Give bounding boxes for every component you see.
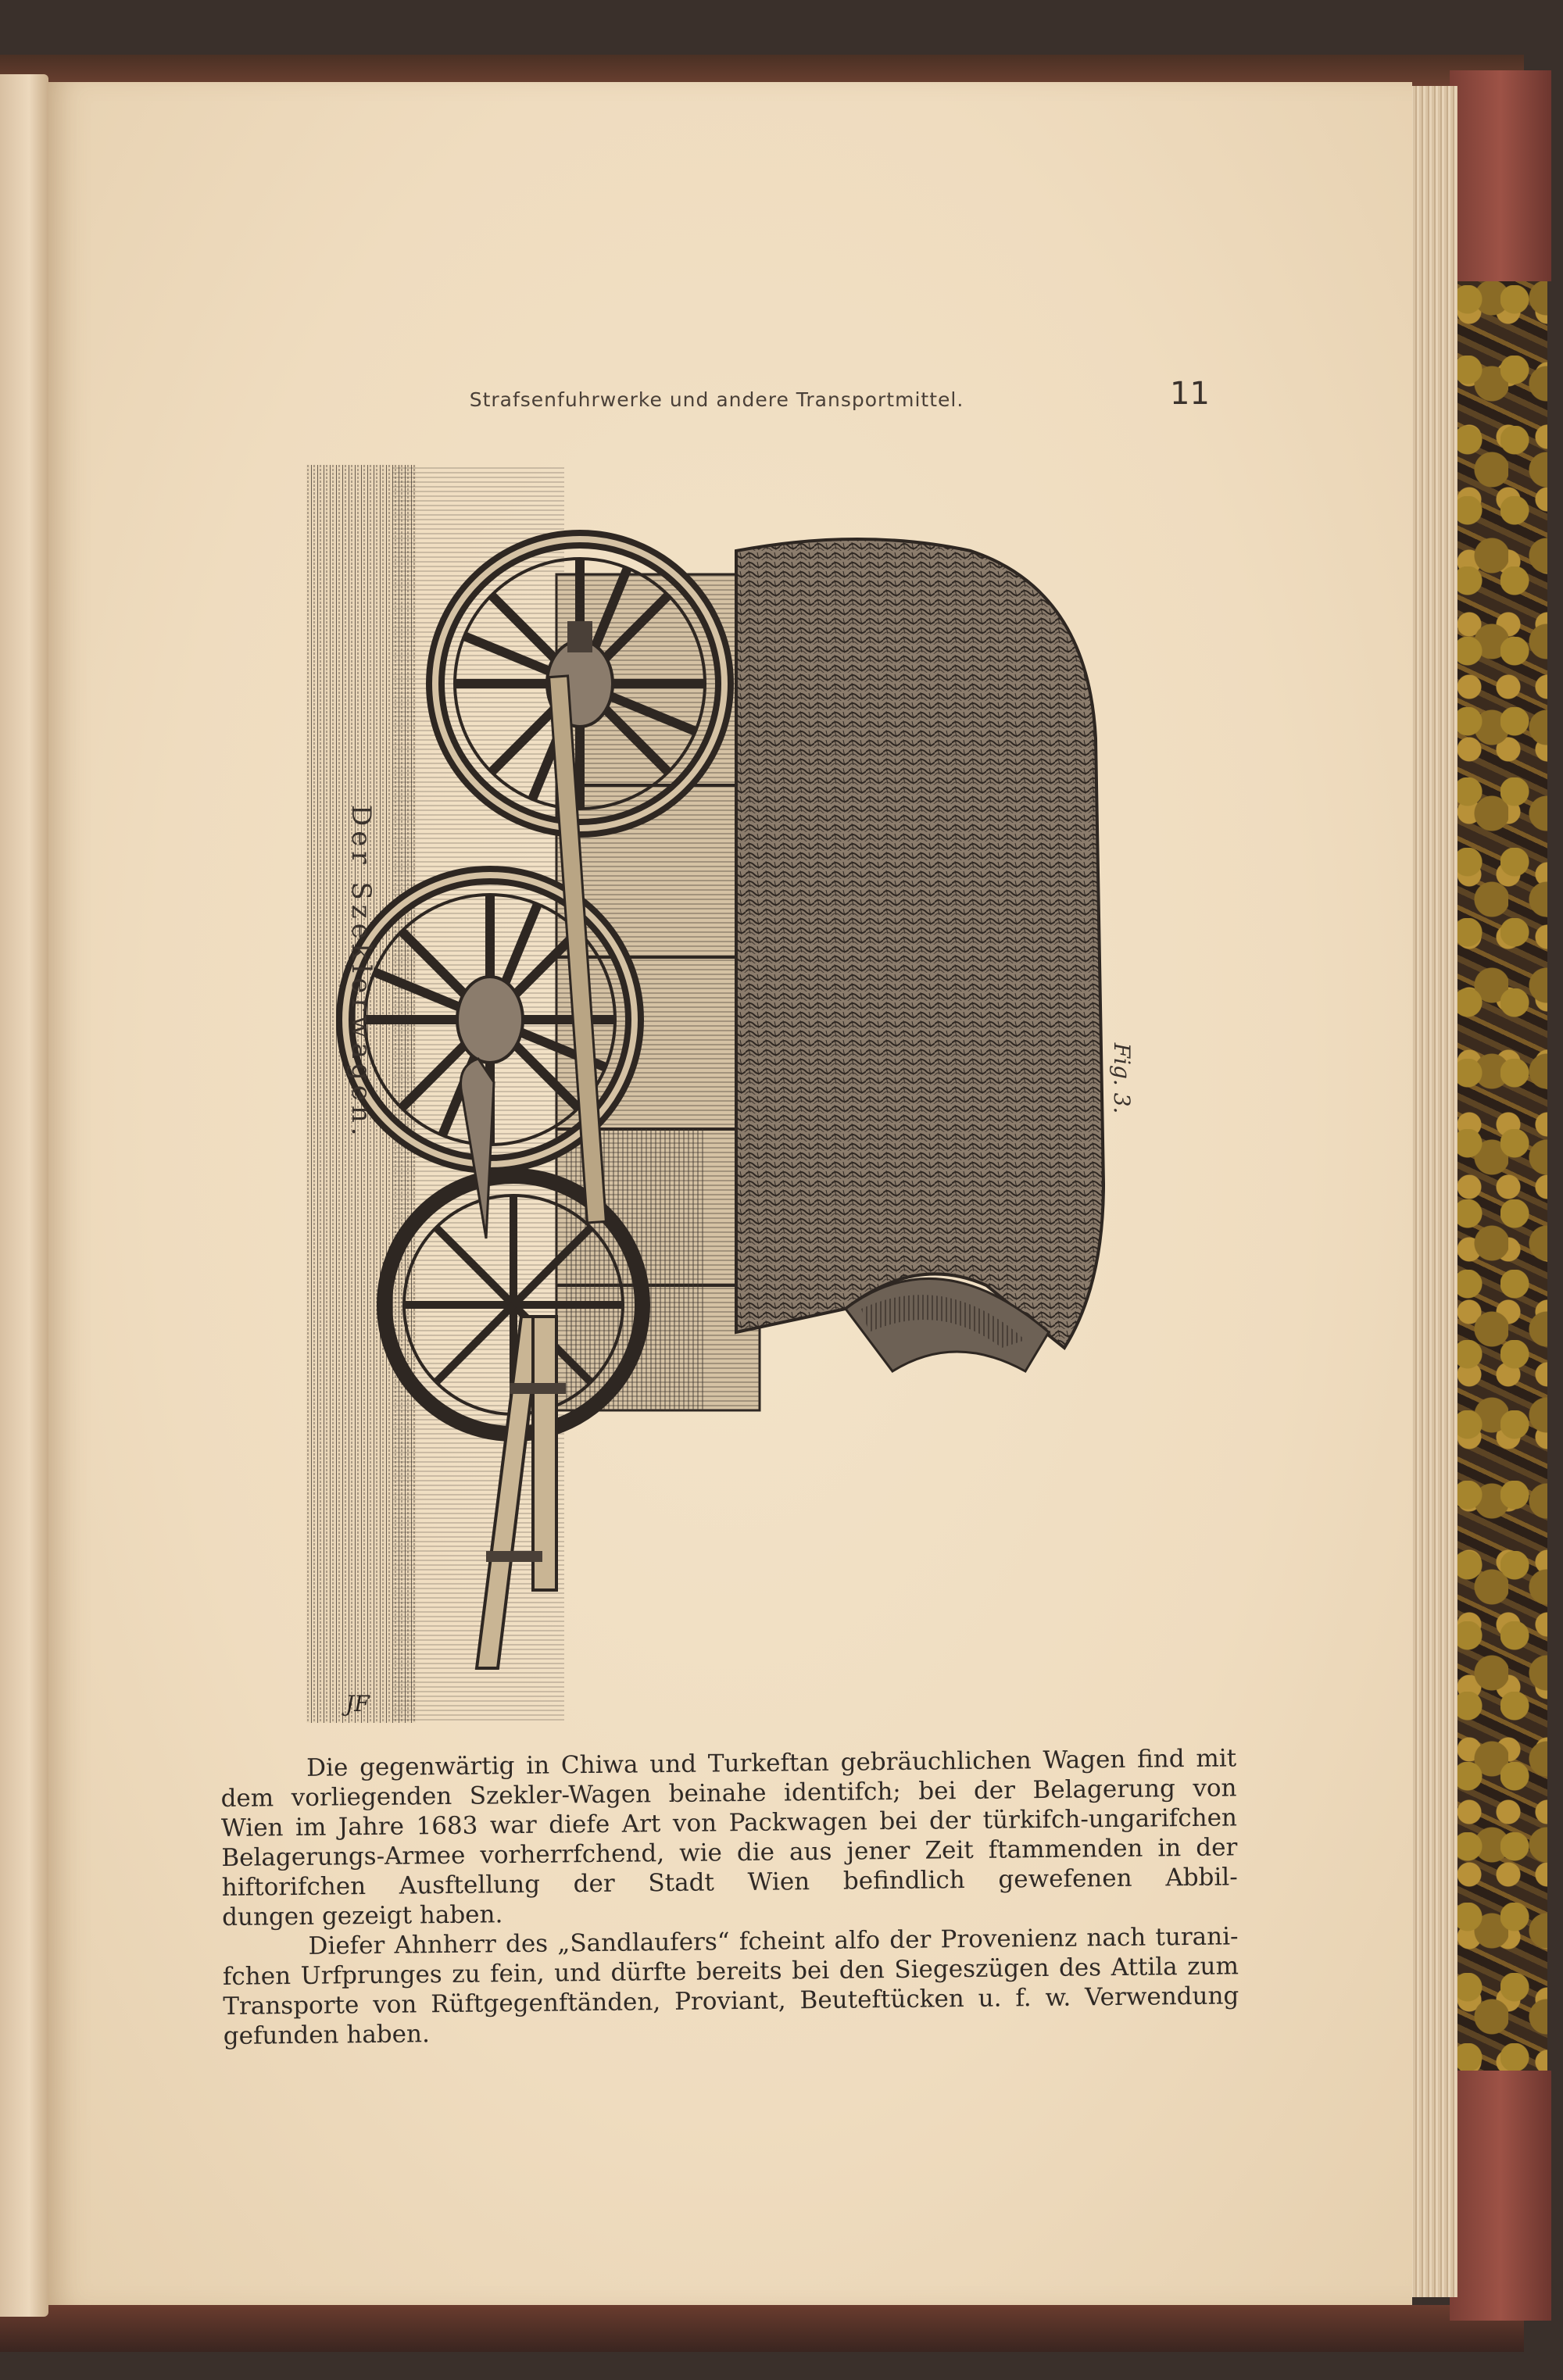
cover-corner-top <box>1450 70 1551 281</box>
text-line: gefunden haben. <box>223 2020 431 2050</box>
text-line: Belagerungs-Armee vorherrfchend, wie die aus jener Zeit ftammenden in der <box>221 1833 1238 1872</box>
text-line: dem vorliegenden Szekler-Wagen beinahe identifch; bei der Belagerung von <box>220 1774 1237 1813</box>
text-line: Die gegenwärtig in Chiwa und Turkeftan gebräuchlichen Wagen find mit <box>306 1744 1237 1782</box>
paragraph-2 <box>222 1921 1239 2051</box>
wagon-engraving <box>299 457 1221 1739</box>
figure-caption: Der Szeklerwagen. <box>345 805 377 1141</box>
left-page-edge <box>0 74 48 2317</box>
page-number: 11 <box>1170 376 1210 412</box>
figure-label: Fig. 3. <box>1109 1042 1135 1114</box>
paragraph-1 <box>220 1743 1238 1932</box>
text-line: Transporte von Rüftgegenftänden, Proviant, Beuteftücken u. f. w. Verwendung <box>223 1982 1239 2021</box>
running-head: Strafsenfuhrwerke und andere Transportmittel. <box>469 388 964 411</box>
text-line: Diefer Ahnherr des „Sandlaufers“ fcheint alfo der Provenienz nach turani- <box>308 1922 1239 1960</box>
page-edges <box>1407 86 1457 2297</box>
book-bottom-edge <box>0 2305 1524 2352</box>
book-top-edge <box>0 55 1524 86</box>
cover-corner-bottom <box>1450 2071 1551 2321</box>
text-line: dungen gezeigt haben. <box>222 1900 503 1932</box>
engraver-mark: JF <box>345 1691 370 1717</box>
text-line: fchen Urfprunges zu fein, und dürfte bereits bei den Siegeszügen des Attila zum <box>222 1952 1239 1991</box>
marbled-cover <box>1454 74 1547 2317</box>
text-line: hiftorifchen Ausftellung der Stadt Wien befindlich gewefenen Abbil- <box>221 1863 1238 1902</box>
wagon-illustration <box>299 457 1221 1739</box>
thatched-canopy <box>736 539 1103 1348</box>
body-text <box>220 1743 1239 2051</box>
book-page <box>48 82 1412 2305</box>
rear-wheel-top <box>435 539 724 828</box>
text-line: Wien im Jahre 1683 war diefe Art von Packwagen bei der türkifch-ungarifchen <box>220 1803 1238 1842</box>
